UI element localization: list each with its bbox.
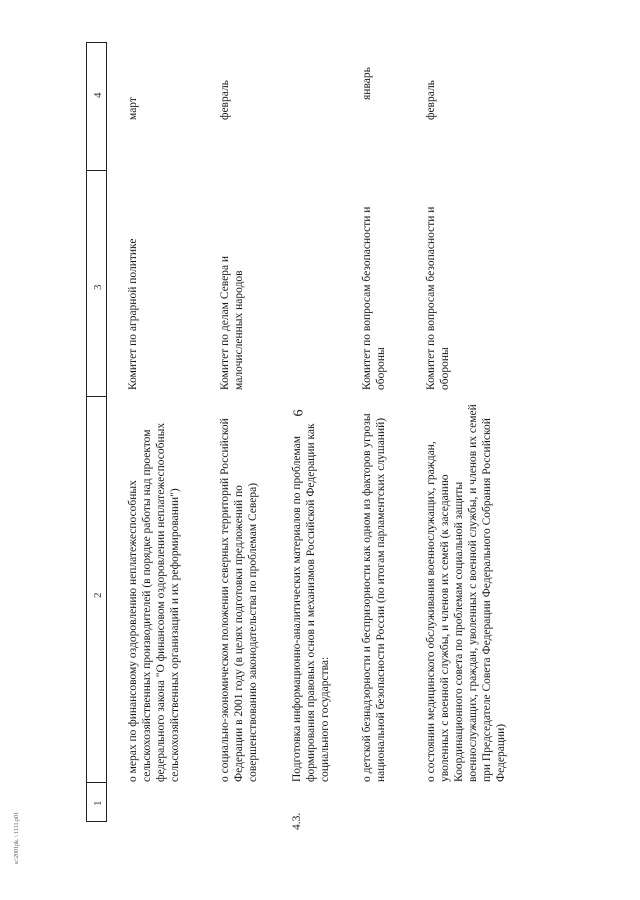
column-divider-2-3 xyxy=(86,396,106,397)
row-1-committee: Комитет по аграрной политике xyxy=(127,238,139,390)
row-1-text: о мерах по финансовому оздоровлению неплатежеспособных сельскохозяйственных производителей (в порядке работы над проектом федерального закона "О финансовом оздоровлении неплатежеспособных сельскохозяйственных организаций и их реформировании") xyxy=(127,422,181,782)
row-2-month: февраль xyxy=(219,80,231,120)
row-1-month: март xyxy=(127,97,139,120)
column-header-3: 3 xyxy=(92,284,104,290)
row-3-text: Подготовка информационно-аналитических материалов по проблемам формирования правовых основ и механизмов Российской Федерации как социального государства: xyxy=(291,423,331,782)
row-3-number: 4.3. xyxy=(291,812,303,830)
column-divider-1-2 xyxy=(86,782,106,783)
table-header-line xyxy=(106,42,107,822)
column-header-2: 2 xyxy=(92,592,104,598)
table-top-border xyxy=(86,42,87,822)
row-4-committee: Комитет по вопросам безопасности и обороны xyxy=(361,206,387,390)
row-4-text: о детской безнадзорности и беспризорности как одном из факторов угрозы национальной безопасности России (по итогам парламентских слушаний) xyxy=(361,413,387,782)
row-4-month: январь xyxy=(361,67,373,100)
footer-file-code: a:\2001pk. \ 1111.p01 xyxy=(14,812,20,864)
row-2-committee: Комитет по делам Севера и малочисленных народов xyxy=(219,255,245,390)
table-header-right-border xyxy=(86,821,106,822)
column-header-1: 1 xyxy=(92,800,104,806)
row-5-month: февраль xyxy=(425,80,437,120)
page-number: 6 xyxy=(291,409,307,417)
column-divider-3-4 xyxy=(86,170,106,171)
row-2-text: о социально-экономическом положении северных территорий Российской Федерации в 2001 году (в целях подготовки предложений по совершенствованию законодательства по проблемам Севера) xyxy=(219,418,259,782)
row-5-text: о состоянии медицинского обслуживания военнослужащих, граждан, уволенных с военной службы, и членов их семей (к заседанию Координационного совета по проблемам социальной защиты военнослужащих, граждан, уволенных с военной службы, и членов их семей при Председателе Совета Федерации Федерального Собрания Российской Федерации) xyxy=(425,404,507,782)
column-header-4: 4 xyxy=(92,92,104,98)
table-header-bottom-border xyxy=(86,42,106,43)
row-5-committee: Комитет по вопросам безопасности и обороны xyxy=(425,206,451,390)
